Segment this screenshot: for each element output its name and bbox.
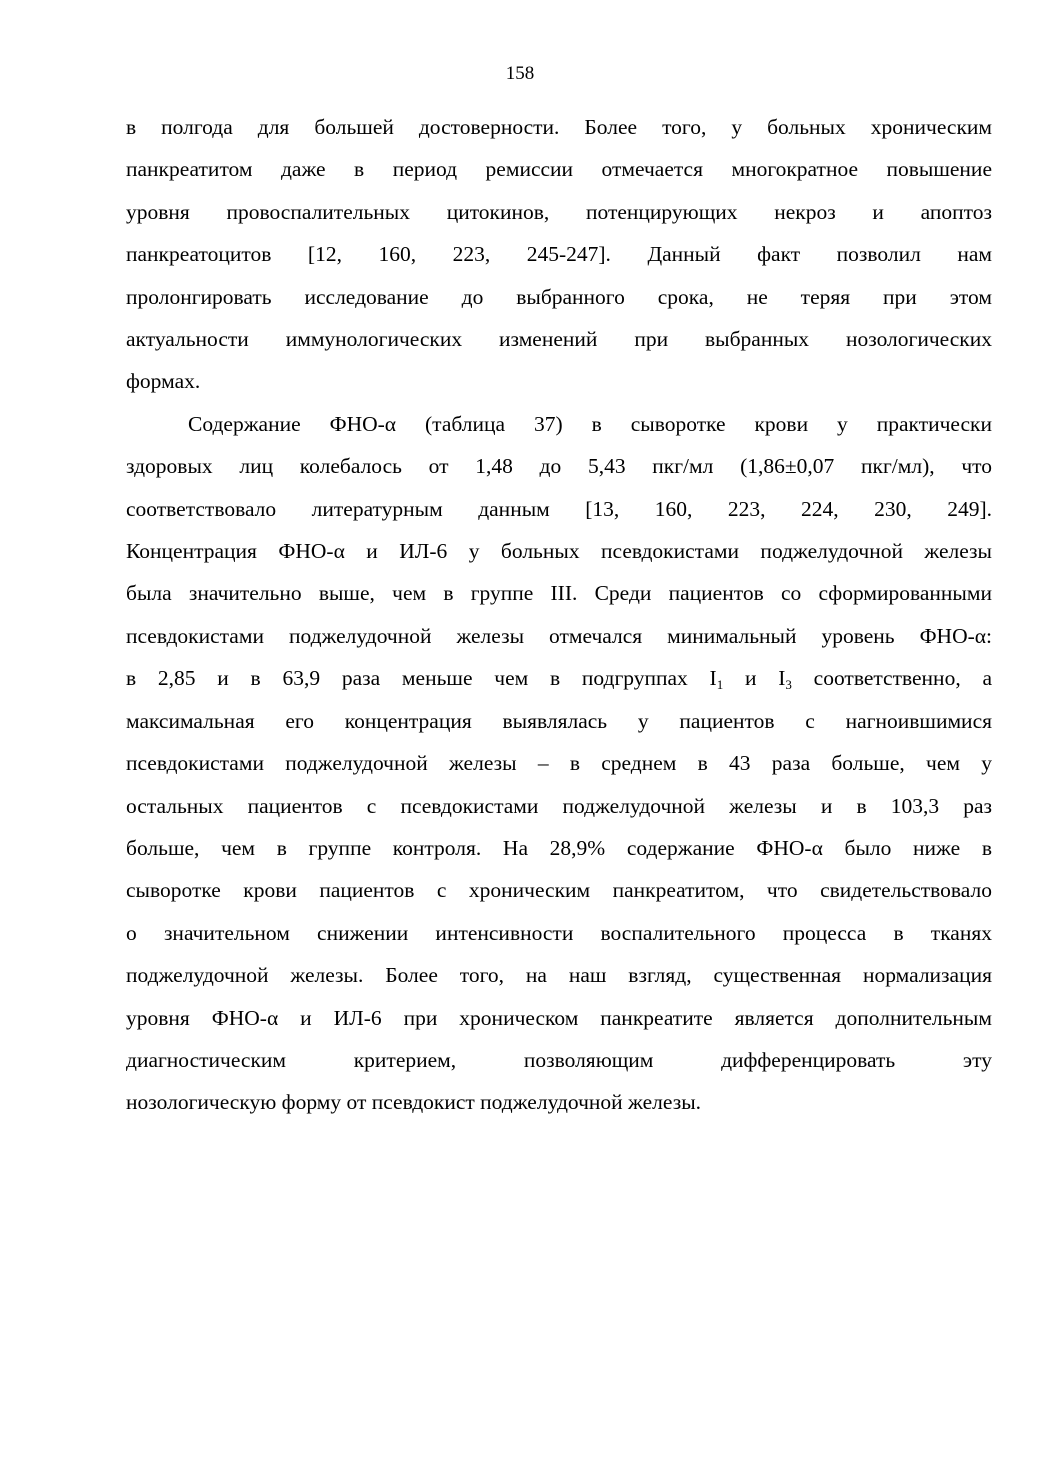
text-segment: в 2,85 и в 63,9 раза меньше чем в подгруппах I	[126, 666, 717, 691]
text-line: была значительно выше, чем в группе III. Среди пациентов со сформированными	[126, 581, 992, 606]
text-line: поджелудочной железы. Более того, на наш взгляд, существенная нормализация	[126, 963, 992, 988]
paragraph-2	[126, 403, 992, 1124]
text-line: панкреатоцитов [12, 160, 223, 245-247]. Данный факт позволил нам	[126, 242, 992, 267]
text-line: актуальности иммунологических изменений при выбранных нозологических	[126, 327, 992, 352]
text-line: псевдокистами поджелудочной железы отмечался минимальный уровень ФНО-α:	[126, 623, 992, 648]
text-line: формах.	[126, 369, 201, 394]
text-line: диагностическим критерием, позволяющим дифференцировать эту	[126, 1047, 992, 1072]
text-line: о значительном снижении интенсивности воспалительного процесса в тканях	[126, 920, 992, 945]
text-line: панкреатитом даже в период ремиссии отмечается многократное повышение	[126, 157, 992, 182]
subscript: 1	[716, 677, 724, 693]
text-line: здоровых лиц колебалось от 1,48 до 5,43 пкг/мл (1,86±0,07 пкг/мл), что	[126, 454, 992, 479]
text-line: соответствовало литературным данным [13, 160, 223, 224, 230, 249].	[126, 496, 992, 521]
text-line: пролонгировать исследование до выбранного срока, не теряя при этом	[126, 284, 992, 309]
text-line-subscripts	[126, 657, 992, 699]
text-line: Содержание ФНО-α (таблица 37) в сыворотке крови у практически	[188, 411, 992, 436]
subscript: 3	[785, 677, 792, 693]
body-text	[126, 106, 992, 1124]
text-line: уровня провоспалительных цитокинов, потенцирующих некроз и апоптоз	[126, 199, 992, 224]
text-line: сыворотке крови пациентов с хроническим панкреатитом, что свидетельствовало	[126, 878, 992, 903]
text-line: в полгода для большей достоверности. Более того, у больных хроническим	[126, 115, 992, 139]
text-line: максимальная его концентрация выявлялась у пациентов с нагноившимися	[126, 708, 992, 733]
text-line: уровня ФНО-α и ИЛ-6 при хроническом панкреатите является дополнительным	[126, 1005, 992, 1030]
text-segment: и I	[723, 666, 786, 691]
text-line: остальных пациентов с псевдокистами поджелудочной железы и в 103,3 раз	[126, 793, 992, 818]
text-line: Концентрация ФНО-α и ИЛ-6 у больных псевдокистами поджелудочной железы	[126, 539, 992, 564]
text-line: больше, чем в группе контроля. На 28,9% содержание ФНО-α было ниже в	[126, 835, 992, 860]
text-line: нозологическую форму от псевдокист поджелудочной железы.	[126, 1090, 702, 1115]
text-line: псевдокистами поджелудочной железы – в среднем в 43 раза больше, чем у	[126, 751, 992, 776]
text-segment: соответственно, а	[791, 666, 992, 691]
paragraph-1	[126, 106, 992, 403]
page-number: 158	[505, 63, 535, 84]
